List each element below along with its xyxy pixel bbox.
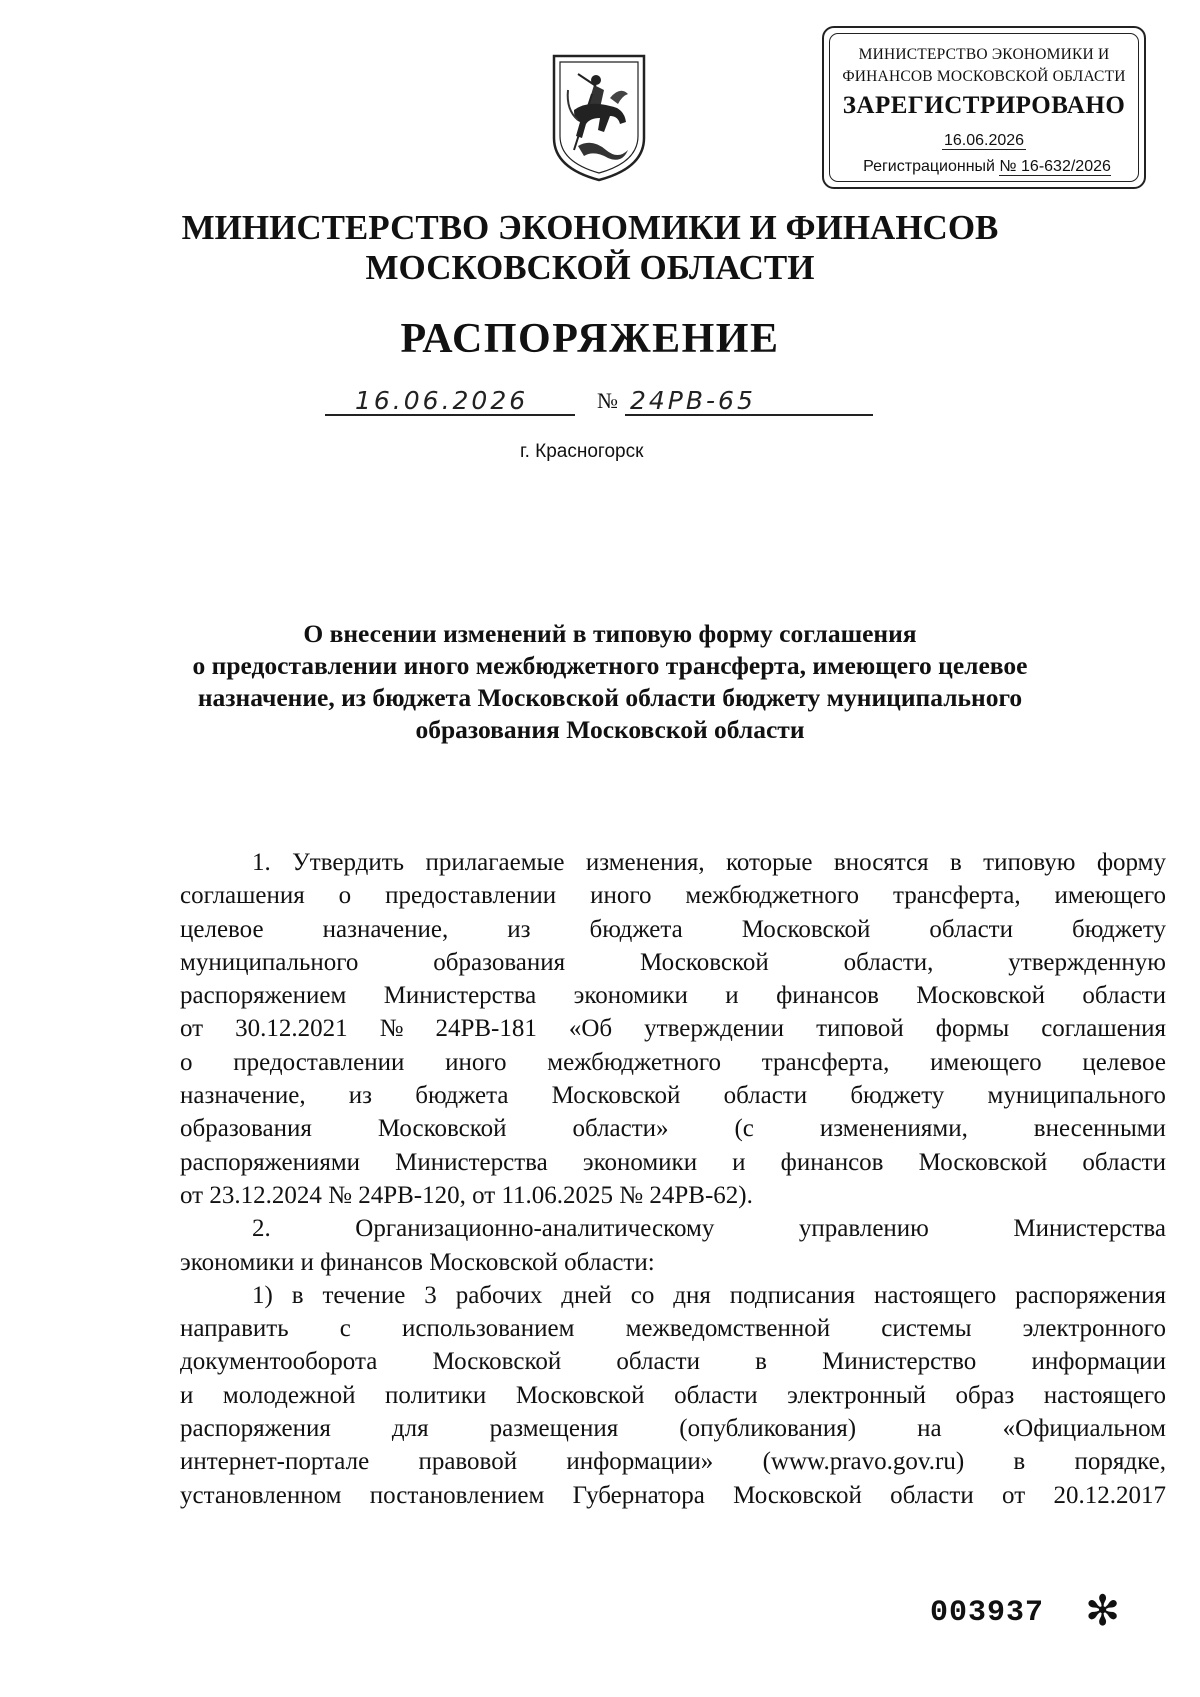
body-line: интернет-портале правовой информации» (www.pravo.gov.ru) в порядке, [180, 1448, 1166, 1476]
stamp-org-line-2: ФИНАНСОВ МОСКОВСКОЙ ОБЛАСТИ [842, 68, 1126, 85]
handwritten-number: 24РВ-65 [630, 386, 756, 415]
stamp-org-line-1: МИНИСТЕРСТВО ЭКОНОМИКИ И [858, 46, 1110, 63]
body-line: 1) в течение 3 рабочих дней со дня подписания настоящего распоряжения [252, 1281, 1166, 1309]
asterisk-mark: ✻ [1085, 1586, 1121, 1635]
stamp-registration-number [840, 158, 1134, 176]
body-line: экономики и финансов Московской области: [180, 1248, 655, 1276]
body-line: распоряжением Министерства экономики и финансов Московской области [180, 982, 1166, 1010]
body-line: назначение, из бюджета Московской области бюджету муниципального [180, 1082, 1166, 1110]
number-sign: № [597, 388, 618, 413]
body-line: документооборота Московской области в Министерство информации [180, 1348, 1166, 1376]
subject-line: О внесении изменений в типовую форму соглашения [303, 619, 917, 648]
city: г. Красногорск [520, 441, 644, 462]
subject-line: назначение, из бюджета Московской области бюджету муниципального [197, 683, 1023, 712]
body-line: о предоставлении иного межбюджетного трансферта, имеющего целевое [180, 1048, 1166, 1076]
body-line: соглашения о предоставлении иного межбюджетного трансферта, имеющего [180, 882, 1166, 910]
body-line: целевое назначение, из бюджета Московской области бюджету [180, 915, 1166, 943]
body-line: муниципального образования Московской области, утвержденную [180, 948, 1166, 976]
registration-stamp [822, 26, 1146, 189]
body-line: установленном постановлением Губернатора Московской области от 20.12.2017 [180, 1481, 1166, 1509]
stamp-date [824, 132, 1144, 150]
body-line: распоряжения для размещения (опубликования) на «Официальном [180, 1415, 1166, 1443]
body-line: 2. Организационно-аналитическому управлению Министерства [252, 1215, 1166, 1243]
body-line: 1. Утвердить прилагаемые изменения, которые вносятся в типовую форму [252, 849, 1166, 876]
body-line: и молодежной политики Московской области электронный образ настоящего [180, 1381, 1166, 1409]
body-line: от 23.12.2024 № 24РВ-120, от 11.06.2025 № 24РВ-62). [180, 1181, 753, 1209]
org-name-line-1: МИНИСТЕРСТВО ЭКОНОМИКИ И ФИНАНСОВ [181, 208, 999, 247]
document-subject [180, 618, 1040, 746]
document-body [180, 846, 1166, 1512]
subject-line: о предоставлении иного межбюджетного трансферта, имеющего целевое [192, 651, 1028, 680]
handwritten-date: 16.06.2026 [355, 386, 529, 415]
body-line: направить с использованием межведомственной системы электронного [180, 1315, 1166, 1343]
stamp-reg-number: № 16-632/2026 [999, 158, 1111, 175]
coat-of-arms-emblem [548, 50, 650, 184]
body-line: образования Московской области» (с изменениями, внесенными [180, 1115, 1166, 1143]
body-line: распоряжениями Министерства экономики и финансов Московской области [180, 1148, 1166, 1176]
subject-line: образования Московской области [415, 715, 805, 744]
date-number-line [325, 386, 885, 426]
stamp-reg-label: Регистрационный [863, 158, 995, 175]
org-name-line-2: МОСКОВСКОЙ ОБЛАСТИ [365, 248, 815, 287]
stamp-title: ЗАРЕГИСТРИРОВАНО [842, 92, 1126, 119]
body-line: от 30.12.2021 № 24РВ-181 «Об утверждении типовой формы соглашения [180, 1015, 1166, 1043]
document-type: РАСПОРЯЖЕНИЕ [400, 316, 780, 362]
serial-number: 003937 [930, 1596, 1045, 1630]
stamp-date-value: 16.06.2026 [943, 132, 1025, 149]
